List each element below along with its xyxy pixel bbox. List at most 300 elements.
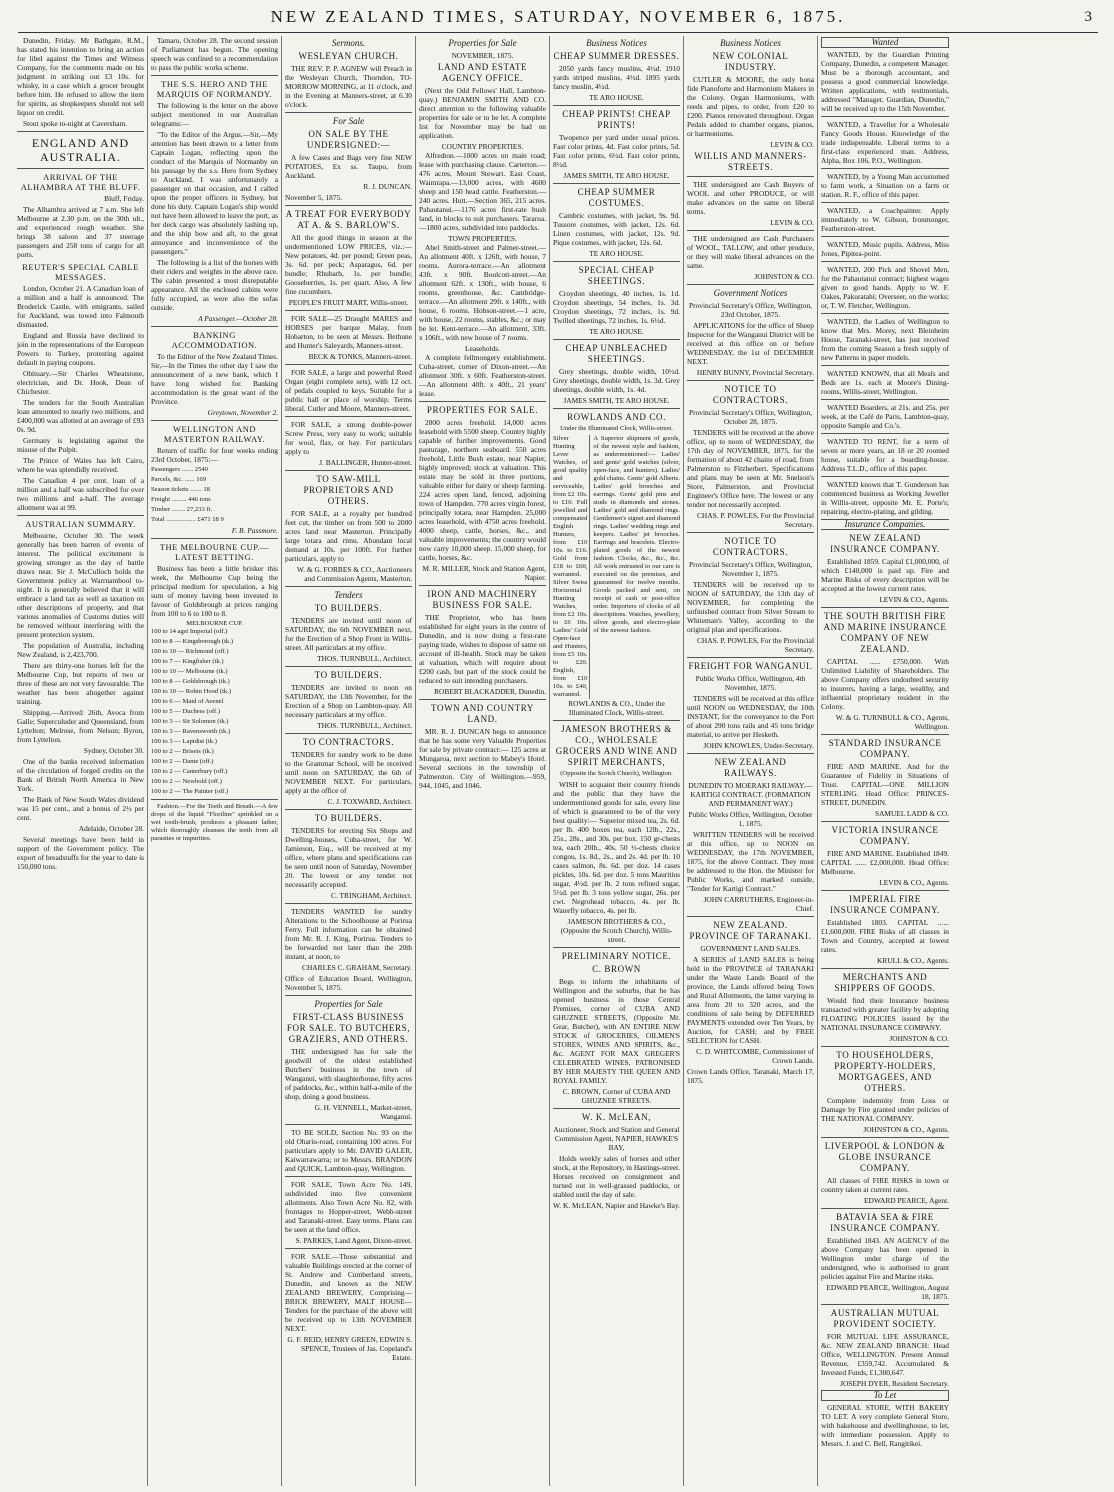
divider bbox=[821, 1046, 949, 1047]
divider bbox=[285, 112, 412, 113]
divider bbox=[285, 995, 412, 996]
divider bbox=[285, 416, 412, 417]
article-heading: REUTER'S SPECIAL CABLE MESSAGES. bbox=[22, 262, 139, 282]
ad-text: Established 1803. CAPITAL ...... £1,600,000. FIRE Risks of all classes in Town and Country, accepted at lowest rates. bbox=[821, 918, 949, 954]
traffic-row: Freight ......... 446 tons bbox=[151, 496, 211, 503]
article-text: There are thirty-one horses left for the Melbourne Cup, but reports of two or three of these are not very favourable. The weather has been altogether against training. bbox=[17, 661, 144, 706]
betting-line: 100 to 2 — The Painter (off.) bbox=[151, 788, 229, 795]
section-label: Tenders bbox=[334, 590, 363, 600]
section-label: Sermons. bbox=[331, 38, 366, 48]
betting-line: 100 to 2 — Newbold (off.) bbox=[151, 778, 222, 785]
ad-subheading: Provincial Secretary's Office, Wellington, October 28, 1875. bbox=[689, 408, 812, 426]
ad-heading: LAND AND ESTATE AGENCY OFFICE. bbox=[437, 62, 528, 83]
article-heading: AUSTRALIAN SUMMARY. bbox=[25, 519, 136, 529]
wanted-ad: WANTED, by a Young Man accustomed to farm work, a Situation on a farm or station. R. F., office of this paper. bbox=[821, 172, 949, 199]
divider bbox=[821, 116, 949, 117]
article-text: The Alhambra arrived at 7 a.m. She left Melbourne at 2.30 p.m. on the 30th ult., and experienced rough weather. She brings 38 saloon and 37 steerage passengers and 258 tons of cargo for all ports. bbox=[17, 205, 144, 259]
ad-text: All classes of FIRE RISKS in town or country taken at current rates. bbox=[821, 1176, 949, 1194]
ad-text: FOR SALE—25 Draught MARES and HORSES per barque Malay, from Hobarton, to be seen at Messrs. Bethune and Hunter's Saleyards, Manners-street. bbox=[285, 314, 412, 350]
divider bbox=[553, 720, 680, 721]
ad-heading: TO SAW-MILL PROPRIETORS AND OTHERS. bbox=[303, 474, 394, 506]
wanted-ad: WANTED KNOWN, that all Meals and Beds are 1s. each at Moore's Dining-rooms, Willis-street, Wellington. bbox=[821, 369, 949, 396]
divider bbox=[687, 657, 814, 658]
ad-signature: LEVIN & CO., Agents. bbox=[879, 878, 949, 887]
ad-text: THE Proprietor, who has been established for eight years in the centre of Dunedin, and is now doing a first-rate paying trade, wishes to dispose of same on account of ill-health. Stock may be taken at valuation, which will require about £200 cash, but part of the stock could be reduced to suit intending purchasers. bbox=[419, 613, 546, 685]
betting-line: 100 to 8 — Goldsbrough (tk.) bbox=[151, 678, 230, 685]
divider bbox=[553, 261, 680, 262]
divider bbox=[285, 470, 412, 471]
ad-signature: G. F. REID, HENRY GREEN, EDWIN S. SPENCE, Trustees of Jas. Copeland's Estate. bbox=[287, 1335, 412, 1362]
betting-line: 100 to 3 — Ravensworth (tk.) bbox=[151, 728, 231, 735]
divider bbox=[553, 408, 680, 409]
ad-heading: AUSTRALIAN MUTUAL PROVIDENT SOCIETY. bbox=[830, 1308, 940, 1329]
section-heading: ENGLAND AND AUSTRALIA. bbox=[31, 136, 130, 164]
section-label: Properties for Sale bbox=[448, 38, 517, 48]
ad-signature: JOHNSTON & CO. bbox=[754, 272, 814, 281]
divider bbox=[821, 1137, 949, 1138]
ad-text: A SERIES of LAND SALES is being held in the PROVINCE of TARANAKI under the Waste Lands Board of the province, the Lands offered being Town and Rural Allotments, the latter varying in area from 20 to 320 acres, and the conditions of sale being by DEFERRED PAYMENTS extended over Ten Years, by Auction, for CASH; and by FREE SELECTION for CASH. bbox=[687, 955, 814, 1045]
ad-text: GENERAL STORE, WITH BAKERY TO LET. A very complete General Store, with bakehouse and dwellinghouse, to let, with immediate possession. Apply to Messrs. J. and C. Bell, Rangitikei. bbox=[821, 1403, 949, 1448]
traffic-total: Total .................. £471 18 9 bbox=[151, 516, 224, 523]
ad-text: WISH to acquaint their country friends and the public that they have the undermentioned goods for sale, every line of which is guaranteed to be of the very best quality:— Superior mixed tea, 2s. 6d. per lb. 400 boxes tea, each 12lb., 22s., 25s., 28s., and 30s. per box. 150 gr-chests tea, each 20lb., 40s. 50 ½-chests choice congou, 1s. 8d., 2s., and 2s. 4d. per lb. 10 cases salmon, 8s. 6d. per doz. 14 cases pickles, 10s. 6d. per doz. 5 tons Mauritius sugar, 4½d. per lb. 2 tons refined sugar, 5½d. per lb. 3 tons yellow sugar, 26s. per cwt. Negrohead tobacco, 4s. per lb. Waterfly tobacco, 4s. per lb. bbox=[553, 780, 680, 915]
divider bbox=[821, 236, 949, 237]
ad-text: CAPITAL ...... £750,000. With Unlimited Liability of Shareholders. The above Company offers undoubted security to insurers, having a large, wealthy, and influential proprietary resident in the Colony. bbox=[821, 657, 949, 711]
section-label: Insurance Companies. bbox=[821, 519, 949, 530]
divider bbox=[285, 586, 412, 587]
watch-prices: Silver Hunting Lever Watches, of good quality and serviceable, from £2 10s. to £10. Full jewelled and compensated English Hunters, from £10 10s. to £16. Gold from £18 to £60, warranted. Silver Swiss Horizontal Hunting Watches, from £2 10s. to £6 10s. Ladies' Gold Open-face and Hunters, from £5 10s. to £20. English, from £10 10s. to £40, warranted. bbox=[553, 435, 590, 699]
ad-heading: STANDARD INSURANCE COMPANY. bbox=[828, 738, 942, 759]
ad-heading: NEW ZEALAND INSURANCE COMPANY. bbox=[830, 533, 940, 554]
ad-signature: EDWARD PEARCE, Wellington, August 18, 1875. bbox=[826, 1283, 949, 1301]
column-4 bbox=[416, 36, 550, 1486]
ad-heading: TO BUILDERS. bbox=[314, 670, 383, 680]
signature: A Passenger.—October 28. bbox=[198, 314, 278, 323]
ad-signature: W. & G. FORBES & CO., Auctioneers and Commission Agents, Masterton. bbox=[296, 565, 412, 583]
divider bbox=[151, 326, 278, 327]
article-text: The following is a list of the horses with their riders and weights in the above race. The cabin presented a most disreputable appearance. All the enclosed cabins were fully occupied, as were also the sofas outside. bbox=[151, 258, 278, 312]
wanted-ad: WANTED, a Coachpainter. Apply immediately to W. Gibson, Ironmonger, Featherston-street. bbox=[821, 206, 949, 233]
ad-heading: NEW COLONIAL INDUSTRY. bbox=[712, 51, 789, 72]
divider bbox=[151, 799, 278, 800]
wanted-ad: WANTED, a Traveller for a Wholesale Fancy Goods House. Knowledge of the trade indispensable. Liberal terms to a first-class experienced man. Address, Alpha, Box 106, P.O., Wellington. bbox=[821, 120, 949, 165]
betting-line: 100 to 3 — Sir Solomon (tk.) bbox=[151, 718, 229, 725]
divider bbox=[821, 261, 949, 262]
wanted-ad: WANTED known that T. Gunderson has commenced business as Working Jeweller in Willis-street, opposite Mr. E. Porte's; repairing, electro-plating, and gilding. bbox=[821, 480, 949, 516]
ad-signature: JAMES SMITH, TE ARO HOUSE. bbox=[563, 171, 670, 180]
ad-heading: TO BUILDERS. bbox=[314, 603, 383, 613]
ad-text: FOR SALE, at a royalty per hundred feet cut, the timber on from 500 to 2000 acres land near Masterton. Principally large totara and rimu. Abundant local demand at 10s. per 100ft. For further particulars, apply to bbox=[285, 509, 412, 563]
divider bbox=[285, 809, 412, 810]
ad-text: All the good things in season at the undermentioned LOW PRICES, viz.:— New potatoes, 4d. per pound; Green peas, 3s. 6d. per peck; Asparagus, 6d. per bundle; Rhubarb, 1s. per bundle; Gooseberries, 1s. per quart. Also, A few fine cucumbers. bbox=[285, 233, 412, 296]
article-heading: ARRIVAL OF THE ALHAMBRA AT THE BLUFF. bbox=[20, 172, 141, 192]
traffic-row: Season tickets ....... 18 bbox=[151, 486, 210, 493]
article-text: The Prince of Wales has left Cairo, where he was splendidly received. bbox=[17, 456, 144, 474]
divider bbox=[687, 176, 814, 177]
ad-subheading: DUNEDIN TO MOERAKI RAILWAY.—KARTIGI CONTRACT. (FORMATION AND PERMANENT WAY.) bbox=[688, 781, 813, 808]
column-6 bbox=[684, 36, 818, 1486]
ad-signature: TE ARO HOUSE. bbox=[589, 93, 644, 102]
ad-signature: W. K. McLEAN, Napier and Hawke's Bay. bbox=[553, 1201, 681, 1210]
section-label: For Sale bbox=[332, 116, 365, 126]
article-text: London, October 21. A Canadian loan of a million and a half is announced. The Broderick Castle, with emigrants, sailed for Auckland, was towed into Falmouth dismasted. bbox=[17, 284, 144, 329]
ad-text: WRITTEN TENDERS will be received at this office, up to NOON on WEDNESDAY, the 17th NOVEMBER, 1875, for the above Contract. They must be addressed to the Hon. the Minister for Public Works, and marked outside, "Tender for Kartigi Contract." bbox=[687, 830, 814, 893]
ad-text: Grey sheetings, double width, 10½d. Grey sheetings, double width, 1s. 3d. Grey sheetings, double width, 1s. 4d. bbox=[553, 367, 680, 394]
article-heading: WELLINGTON AND MASTERTON RAILWAY. bbox=[163, 424, 266, 444]
divider bbox=[553, 1108, 680, 1109]
ad-signature: CHARLES C. GRAHAM, Secretary. bbox=[302, 963, 412, 972]
ad-heading: WILLIS AND MANNERS-STREETS. bbox=[694, 151, 807, 172]
ad-heading: PROPERTIES FOR SALE. bbox=[426, 405, 539, 415]
column-7 bbox=[818, 36, 952, 1486]
cup-heading: MELBOURNE CUP. bbox=[186, 620, 243, 627]
section-label: To Let bbox=[821, 1390, 949, 1401]
article-text: The following is the letter on the above subject mentioned in our Australian telegrams:— bbox=[151, 101, 278, 128]
section-label: Business Notices bbox=[720, 38, 781, 48]
ad-subheading: Under the Illuminated Clock, Willis-street. bbox=[560, 425, 673, 432]
divider bbox=[821, 365, 949, 366]
jewellery-stock: A Superior shipment of goods, of the newest style and fashion, as undermentioned:— Ladies' and gents' gold watches (silver, open-face, and hunters). Ladies' gold chains. Gents' gold Alberts. Ladies' gold brooches and earrings. Gents' gold pins and studs in diamonds and stones. Ladies' gold and diamond rings. Gentlemen's signet and diamond rings. Ladies' wedding rings and keepers. Ladies' jet brooches. Earrings and bracelets. Electro-plated goods of the newest fashion. Clocks, &c., &c., &c. All work entrusted to our care is executed on the premises, and guaranteed for twelve months. Goods packed and sent, on receipt of cash or post-office order. Importers of clocks of all descriptions. Watches, jewellery, silver goods, and electro-plate of the newest fashion. bbox=[593, 435, 680, 634]
divider bbox=[821, 476, 949, 477]
wanted-ad: WANTED, the Ladies of Wellington to know that Mrs. Morey, next Bleinheim House, Taranaki-street, has just received from the coming Season a fresh supply of new Patterns in paper models. bbox=[821, 317, 949, 362]
ad-signature: CHAS. P. POWLES, For the Provincial Secretary. bbox=[696, 636, 814, 654]
signature: F. B. Passmore. bbox=[231, 526, 278, 535]
article-text: Several meetings have been held in support of the Government policy. The export of breadstuffs for the year to date is 150,000 tons. bbox=[17, 835, 144, 871]
article-text: Shipping.—Arrived: 26th, Avoca from Galle; Superculuder and Queensland, from Lyttelton; Melrose, from Nelson; Byron, from Lyttelton. bbox=[17, 708, 144, 744]
column-1 bbox=[14, 36, 148, 1486]
ad-text: Abel Smith-street and Palmer-street.—An allotment 40ft. x 126ft, with house, 7 rooms. Aurora-terrace.—An allotment 43ft. x 90ft. Boulcott-street.—An allotment 62ft. x 130ft., with house, 6 rooms, greenhouse, &c. Cambridge-terrace.—An allotment 29ft. x 140ft., with house, 6 rooms. Hobson-street.—1 acre, with house, 22 rooms, stables, &c.; or may be let. Kent-terrace.—An allotment, 33ft. x 106ft., with new house of 7 rooms. bbox=[419, 243, 546, 342]
ad-heading: NOTICE TO CONTRACTORS. bbox=[712, 536, 789, 557]
article-text: The Canadian 4 per cent. loan of a million and a half was subscribed for over two millions and a-half. The average allotment was at 99. bbox=[17, 476, 144, 512]
ad-heading: ROWLANDS AND CO. bbox=[567, 412, 666, 422]
ad-signature: S. PARKES, Land Agent, Dixon-street. bbox=[295, 1236, 412, 1245]
ad-subheading: TOWN PROPERTIES. bbox=[448, 234, 517, 243]
ad-signature: ROWLANDS & CO., Under the Illuminated Clock, Willis-street. bbox=[568, 699, 665, 717]
ad-text: FOR MUTUAL LIFE ASSURANCE, &c. NEW ZEALAND BRANCH: Head Office, WELLINGTON. Present Annual Revenue, £359,742. Accumulated & Invested Funds, £1,300,647. bbox=[821, 1332, 949, 1377]
divider bbox=[553, 947, 680, 948]
ad-heading: LIVERPOOL & LONDON & GLOBE INSURANCE COMPANY. bbox=[824, 1141, 946, 1173]
ad-heading: FREIGHT FOR WANGANUI. bbox=[688, 661, 813, 671]
divider bbox=[821, 1208, 949, 1209]
article-heading: THE MELBOURNE CUP.—LATEST BETTING. bbox=[159, 542, 270, 562]
divider bbox=[285, 666, 412, 667]
ad-subheading: COUNTRY PROPERTIES. bbox=[441, 142, 524, 151]
ad-heading: IMPERIAL FIRE INSURANCE COMPANY. bbox=[830, 894, 940, 915]
ad-subheading: Public Works Office, Wellington, 4th November, 1875. bbox=[695, 674, 806, 692]
ad-text: TENDERS will be received at this office until NOON on WEDNESDAY, the 10th INSTANT, for the conveyance to the Port of about 290 tons rails and 45 tons bridge material, to arrive per Hesketh. bbox=[687, 694, 814, 739]
divider bbox=[821, 1304, 949, 1305]
section-label: Properties for Sale bbox=[314, 999, 383, 1009]
ad-signature: JAMES SMITH, TE ARO HOUSE. bbox=[563, 396, 670, 405]
divider bbox=[553, 339, 680, 340]
ad-heading: A TREAT FOR EVERYBODY AT A. & S. BARLOW'S. bbox=[285, 209, 412, 230]
divider bbox=[821, 821, 949, 822]
section-label: Government Notices bbox=[713, 288, 788, 298]
ad-heading: NEW ZEALAND. PROVINCE OF TARANAKI. bbox=[689, 920, 812, 941]
ad-subheading: (Opposite the Scotch Church), Wellington. bbox=[560, 770, 673, 777]
ad-date: November 5, 1875. bbox=[285, 193, 343, 202]
ad-signature: JOHNSTON & CO., Agents. bbox=[863, 1125, 949, 1134]
ad-subheading: Auctioneer, Stock and Station and General Commission Agent, NAPIER, HAWKE'S BAY, bbox=[553, 1125, 680, 1152]
traffic-row: Timber ........ 27,233 ft. bbox=[151, 506, 213, 513]
ad-heading: FIRST-CLASS BUSINESS FOR SALE. TO BUTCHERS, GRAZIERS, AND OTHERS. bbox=[286, 1012, 411, 1044]
ad-heading: TOWN AND COUNTRY LAND. bbox=[431, 703, 534, 724]
ad-date: Public Works Office, Wellington, October 1, 1875. bbox=[688, 810, 813, 828]
ad-text: THE undersigned are Cash Purchasers of WOOL, TALLOW, and other produce, or they will make liberal advances on the same. bbox=[687, 234, 814, 270]
ad-subheading: GOVERNMENT LAND SALES. bbox=[700, 944, 801, 953]
divider bbox=[285, 733, 412, 734]
betting-line: 100 to 2 — Briseis (tk.) bbox=[151, 748, 214, 755]
divider bbox=[821, 202, 949, 203]
ad-heading: W. K. McLEAN, bbox=[581, 1112, 652, 1122]
ad-signature: JOSEPH DYER, Resident Secretary. bbox=[840, 1379, 949, 1388]
wanted-ad: WANTED, by the Guardian Printing Company, Dunedin, a competent Manager. Must be a thorough accountant, and possess a good commercial knowledge. Written applications, with testimonials, addressed "Manager, Guardian, Dunedin," will be received up to the 15th November. bbox=[821, 50, 949, 113]
ad-heading: VICTORIA INSURANCE COMPANY. bbox=[831, 825, 939, 846]
ad-text: A few Cases and Bags very fine NEW POTATOES, Ex ss. Taupo, from Auckland. bbox=[285, 153, 412, 180]
betting-line: 100 to 14 agst Imperial (off.) bbox=[151, 628, 228, 635]
ad-signature: ROBERT BLACKADDER, Dunedin. bbox=[434, 687, 546, 696]
ad-text: Alfredton.—1000 acres on main road; lease with purchasing clause. Carterton.—476 acres, Mount Stewart. East Coast, Waimrapa.—13,000 acres, with 4600 sheep and 150 head cattle. Featherston.—240 acres. Hutt.—Section 365, 215 acres. Pahautanui.—1176 acres first-rate bush land, in blocks to suit purchasers. Tararua.—1800 acres, subdivided into paddocks. bbox=[419, 151, 546, 232]
ad-text: A complete fellmongery establishment. Cuba-street, corner of Dixon-street.—An allotment 30ft. x 60ft. Featherston-street.—An allotment 40ft. x 40ft., 21 years' lease. bbox=[419, 353, 546, 398]
ad-signature: LEVIN & CO., Agents. bbox=[879, 595, 949, 604]
ad-text: TENDERS will be received at the above office, up to noon of WEDNESDAY, the 17th day of NOVEMBER, 1875, for the formation of about 42 chains of road, from Palmerston to Fitzherbert. Specifications and plans may be seen at Mr. Snelson's Store, Palmerston, and Provincial Engineer's Office here. The lowest or any tender not necessarily accepted. bbox=[687, 428, 814, 509]
masthead-title: NEW ZEALAND TIMES, SATURDAY, NOVEMBER 6, 1875. bbox=[270, 7, 846, 26]
ad-signature: G. H. VENNELL, Market-street, Wanganui. bbox=[314, 1103, 412, 1121]
article-text: Stout spoke to-night at Caversham. bbox=[23, 119, 128, 128]
ad-subheading: Provincial Secretary's Office, Wellington, November 1, 1875. bbox=[689, 560, 812, 578]
article-text: "To the Editor of the Argus.—Sir,—My attention has been drawn to a letter from Captain Logan, reflecting upon the conduct of the Marquis of Normanby on his passage by the s.s. Hero from Sydney to Auckland. I was unfortunately a passenger on that occasion, and I called upon the proper officers in Sydney, but done his duty. Captain Logan's ship would not have been allowed to leave the port, as her deck cargo was absolutely lashing up, and the ship bow and aft, to the great annoyance and inconvenience of the passengers." bbox=[151, 130, 278, 256]
article-heading: BANKING ACCOMMODATION. bbox=[171, 330, 258, 350]
ad-heading: WESLEYAN CHURCH. bbox=[298, 51, 399, 61]
ad-text: TENDERS will be received up to NOON of SATURDAY, the 13th day of NOVEMBER, for completing the unfinished contract from Silver Stream to Whiteman's Valley, according to the original plan and specifications. bbox=[687, 580, 814, 634]
ad-signature: JOHN CARRUTHERS, Engineer-in-Chief. bbox=[703, 895, 814, 913]
ad-signature: JAMESON BROTHERS & CO., (Opposite the Scotch Church), Willis-street. bbox=[560, 917, 673, 944]
divider bbox=[285, 1248, 412, 1249]
ad-text: Holds weekly sales of horses and other stock, at the Repository, in Hastings-street. Horses received on consignment and turned out in well-grassed paddocks, or stabled until the day of sale. bbox=[553, 1154, 680, 1199]
ad-signature: CHAS. P. POWLES, For the Provincial Secretary. bbox=[696, 511, 814, 529]
ad-text: TENDERS WANTED for sundry Alterations to the Schoolhouse at Porirua Ferry. Full information can be obtained from Mr. R. J. King, Porirua. Tenders to be forwarded not later than the 20th instant, at noon, to bbox=[285, 907, 412, 961]
ad-date: Office of Education Board, Wellington, November 5, 1875. bbox=[285, 974, 412, 992]
ad-heading: CHEAP SUMMER COSTUMES. bbox=[577, 187, 656, 208]
ad-signature: C. TRINGHAM, Architect. bbox=[331, 891, 412, 900]
divider bbox=[553, 105, 680, 106]
article-heading: THE S.S. HERO AND THE MARQUIS OF NORMANDY. bbox=[156, 79, 273, 99]
wanted-ad: WANTED Boarders, at 21s. and 25s. per week, at the Café de Paris, Lambton-quay, opposite Sample and Co.'s. bbox=[821, 403, 949, 430]
ad-signature: M. R. MILLER, Stock and Station Agent, Napier. bbox=[422, 564, 546, 582]
divider bbox=[553, 183, 680, 184]
article-text: To the Editor of the New Zealand Times. Sir,—In the Times the other day I saw the announcement of a new bank, which I have long wished for. Banking accommodation is the great want of the Province. bbox=[151, 352, 278, 406]
ad-heading: CHEAP UNBLEACHED SHEETINGS. bbox=[565, 343, 668, 364]
ad-text: THE REV. P. P. AGNEW will Preach in the Wesleyan Church, Thorndon, TO-MORROW MORNING, at 11 o'clock, and in the Evening at Manners-street, at 6.30 o'clock. bbox=[285, 64, 412, 109]
ad-text: CUTLER & MOORE, the only bona fide Pianoforte and Harmonium Makers in the Colony. Organ Harmoniums, with reeds and pipes, to order, from £20 to £200. Pianos renovated throughout. Organ Pedals added to chamber organs, pianos, or harmoniums. bbox=[687, 75, 814, 138]
article-text: The tenders for the South Australian loan amounted to nearly two millions, and £400,000 was allotted at an average of £93 0s. 9d. bbox=[17, 398, 144, 434]
ad-text: 2800 acres freehold. 14,000 acres leasehold with 5500 sheep. Country highly capable of further improvements. Good pasturage, northern seaboard. 550 acres freehold, Little Bush estate, near Napier, highly improved; stock at valuation. This estate may be sold in three portions, valuable either for dairy or sheep farming. 224 acres open land, fenced, adjoining town of Hampden. 770 acres virgin forest, principally totara, near Hampden. 25,000 acres leasehold, with 4750 acres freehold. 4000 sheep, cattle, horses, &c., and valuable improvements; the country would now carry 10,000 sheep. 15,000 sheep, for cattle, horses, &c. bbox=[419, 418, 546, 562]
ad-signature: JOHNSTON & CO. bbox=[889, 1034, 949, 1043]
article-text: Return of traffic for four weeks ending 23rd October, 1875:— bbox=[151, 446, 278, 464]
ad-signature: HENRY BUNNY, Provincial Secretary. bbox=[696, 368, 814, 377]
ad-signature: THOS. TURNBULL, Architect. bbox=[317, 721, 412, 730]
ad-text: MR. R. J. DUNCAN begs to announce that he has some very Valuable Properties for sale by private contract:— 125 acres at Mungaroa, next section to Mabey's Hotel. Several sections in the township of Palmerston. City of Wellington.—959, 944, 1045, and 1046. bbox=[419, 727, 546, 790]
ad-text: Twopence per yard under usual prices. Fast color prints, 4d. Fast color prints, 5d. Fast color prints, 6½d. Fast color prints, 8½d. bbox=[553, 133, 680, 169]
ad-heading: ON SALE BY THE UNDERSIGNED:— bbox=[306, 129, 391, 150]
ad-text: Established 1859. Capital £1,000,000, of which £140,000 is paid up. Fire and Marine Risks of every description will be accepted at the lowest current rates. bbox=[821, 557, 949, 593]
betting-line: 100 to 2 — Canterbury (off.) bbox=[151, 768, 228, 775]
wanted-ad: WANTED TO RENT, for a term of seven or more years, an 18 or 20 roomed house, suitable for a boarding-house. Address T.L.D., office of this paper. bbox=[821, 437, 949, 473]
divider bbox=[821, 313, 949, 314]
ad-signature: EDWARD PEARCE, Agent. bbox=[864, 1196, 949, 1205]
divider bbox=[687, 532, 814, 533]
ad-text: APPLICATIONS for the office of Sheep Inspector for the Wanganui District will be received at this office on or before WEDNESDAY, the 1st of DECEMBER NEXT. bbox=[687, 321, 814, 366]
ad-text: THE undersigned are Cash Buyers of WOOL and other PRODUCE, or will make advances on the same on liberal terms. bbox=[687, 180, 814, 216]
wanted-ad: WANTED, Music pupils. Address, Miss Jones, Pipitea-point. bbox=[821, 240, 949, 258]
ad-text: TENDERS are invited to noon on SATURDAY, the 13th November, for the Erection of a Shop on Lambton-quay. All necessary particulars at my office. bbox=[285, 683, 412, 719]
ad-signature: TE ARO HOUSE. bbox=[589, 327, 644, 336]
divider bbox=[821, 399, 949, 400]
divider bbox=[821, 168, 949, 169]
article-text: Germany is legislating against the misuse of the Pulpit. bbox=[17, 436, 144, 454]
ad-subheading: Leaseholds. bbox=[464, 344, 501, 353]
ad-date: NOVEMBER, 1875. bbox=[451, 51, 514, 60]
ad-heading: BATAVIA SEA & FIRE INSURANCE COMPANY. bbox=[830, 1212, 940, 1233]
article-text: Melbourne, October 30. The week generally has been barren of events of interest. The political excitement is growing stronger as the day of battle draws near. Sir J. McCulloch holds the Government policy at Warrnambool to-night. It is generally believed that it will embrace a land tax as well as taxation on other descriptions of property, and that various anomalies of Customs duties will be removed without interfering with the present protection system. bbox=[17, 531, 144, 639]
ad-heading: JAMESON BROTHERS & CO., WHOLESALE GROCERS AND WINE AND SPIRIT MERCHANTS, bbox=[555, 724, 678, 767]
section-label: Wanted bbox=[821, 37, 949, 48]
traffic-row: Parcels, &c. ...... 169 bbox=[151, 476, 207, 483]
ad-text: Begs to inform the inhabitants of Wellington and the suburbs, that he has opened business in those Central Premises, corner of CUBA AND GHUZNEE STREETS, (Opposite Mr. Gear, Butcher), with AN ENTIRE NEW STOCK of GROCERIES, OILMEN'S STORES, WINES AND SPIRITS, &c., &c. AGENT FOR MAX GREGER'S CELEBRATED WINES, PATRONISED BY HER MAJESTY THE QUEEN AND ROYAL FAMILY. bbox=[553, 977, 680, 1085]
ad-text: FOR SALE, Town Acre No. 149, subdivided into five convenient allotments. Also Town Acre No. 82, with frontages to Hopper-street, Webb-street and Taranaki-street. Easy terms. Plans can be seen at the land office. bbox=[285, 1180, 412, 1234]
ad-signature: JOHN KNOWLES, Under-Secretary. bbox=[703, 741, 814, 750]
betting-line: 100 to 10 — Robin Hood (tk.) bbox=[151, 688, 232, 695]
section-label: Business Notices bbox=[586, 38, 647, 48]
ad-signature: W. & G. TURNBULL & CO., Agents, Wellington. bbox=[835, 713, 949, 731]
divider bbox=[687, 916, 814, 917]
ad-heading: CHEAP PRINTS! CHEAP PRINTS! bbox=[562, 109, 671, 130]
betting-line: 100 to 10 — Richmond (off.) bbox=[151, 648, 229, 655]
ad-text: Croydon sheetings, 40 inches, 1s. 1d. Croydon sheetings, 54 inches, 1s. 3d. Croydon sheetings, 72 inches, 1s. 9d. Twilled sheetings, 72 inches, 1s. 6½d. bbox=[553, 289, 680, 325]
ad-heading: NEW ZEALAND RAILWAYS. bbox=[714, 757, 787, 778]
betting-line: 100 to 8 — Kingsborough (tk.) bbox=[151, 638, 234, 645]
divider bbox=[419, 401, 546, 402]
ad-text: Would find their Insurance business transacted with greater facility by adopting FLOATING POLICIES issued by the NATIONAL INSURANCE COMPANY. bbox=[821, 996, 949, 1032]
ad-subheading: Provincial Secretary's Office, Wellington, 23rd October, 1875. bbox=[689, 301, 812, 319]
divider bbox=[285, 903, 412, 904]
ad-text: TO BE SOLD, Section No. 93 on the old Ohariu-road, containing 100 acres. For particulars apply to Mr. DAVID GALER, Kaiwarrawarra; or to Messrs. BRANDON and QUICK, Lambton-quay, Wellington. bbox=[285, 1128, 412, 1173]
ad-signature: R. J. DUNCAN. bbox=[363, 182, 412, 191]
signature: Greytown, November 2. bbox=[207, 408, 278, 417]
ad-heading: TO BUILDERS. bbox=[314, 813, 383, 823]
ad-text: TENDERS for erecting Six Shops and Dwelling-houses, Cuba-street, for W. Jamieson, Esq., will be received at my office, where plans and specifications can be seen until noon of Saturday, November 20. The lowest or any tender not necessarily accepted. bbox=[285, 826, 412, 889]
ad-name: C. BROWN bbox=[592, 964, 641, 974]
ad-text: FIRE AND MARINE. Established 1849. CAPITAL ...... £2,000,000. Head Office: Melbourne. bbox=[821, 849, 949, 876]
ad-heading: PRELIMINARY NOTICE. bbox=[561, 951, 672, 961]
ad-heading: TO CONTRACTORS. bbox=[302, 737, 395, 747]
article-text: Business has been a little brisker this week, the Melbourne Cup being the principal medium for speculation, a big sum of money having been invested in favour of Goldsbrough at prices ranging from 100 to 6 to 100 to 8. bbox=[151, 564, 278, 618]
divider bbox=[821, 607, 949, 608]
ad-signature: KRULL & CO., Agents. bbox=[877, 956, 949, 965]
article-text: England and Russia have declined to join in the representations of the European Powers to Turkey, protesting against default in paying coupons. bbox=[17, 331, 144, 367]
divider bbox=[151, 538, 278, 539]
divider bbox=[17, 168, 144, 169]
ad-heading: THE SOUTH BRITISH FIRE AND MARINE INSURANCE COMPANY OF NEW ZEALAND. bbox=[823, 611, 947, 654]
divider bbox=[285, 310, 412, 311]
ad-text: FOR SALE, a strong double-power Screw Press, very easy to work; suitable for wool, flax, or hay. For particulars apply to bbox=[285, 420, 412, 456]
betting-line: 100 to 10 — Melbourne (tk.) bbox=[151, 668, 228, 675]
column-3 bbox=[282, 36, 416, 1486]
ad-signature: C. BROWN, Corner of CUBA AND GHUZNEE STREETS. bbox=[562, 1087, 671, 1105]
ad-date: Crown Lands Office, Taranaki, March 17, 1875. bbox=[687, 1067, 814, 1085]
article-text: Dunedin, Friday. Mr Bathgate, R.M., has stated his intention to bring an action for libel against the Times and Witness Company, for the comments made on his judgment in striking out £3 10s. for whisky, in a case which a grocer brought before him. He refused to allow the item for spirits, as shopkeepers should not sell liquor on credit. bbox=[17, 36, 144, 117]
ad-heading: SPECIAL CHEAP SHEETINGS. bbox=[578, 265, 655, 286]
dateline: Bluff, Friday. bbox=[104, 194, 144, 203]
divider bbox=[419, 585, 546, 586]
wanted-ad: WANTED, 200 Pick and Shovel Men, for the Pahautanui contract; highest wages given to good hands. Apply to W. F. Oakes, Pakuratahi; Overseer, on the works; or, T. W. Fletcher, Wellington. bbox=[821, 265, 949, 310]
article-text: The population of Australia, including New Zealand, is 2,423,700. bbox=[17, 641, 144, 659]
dateline: Adelaide, October 28. bbox=[78, 824, 144, 833]
ad-text: THE undersigned has for sale the goodwill of the oldest established Butchers' business in the town of Wanganui, with slaughterhouse, fifty acres of paddocks, &c., within half-a-mile of the shop, doing a good business. bbox=[285, 1047, 412, 1101]
ad-signature: TE ARO HOUSE. bbox=[589, 249, 644, 258]
divider bbox=[17, 131, 144, 132]
divider bbox=[285, 364, 412, 365]
ad-text: FIRE AND MARINE. And for the Guarantee of Fidelity in Situations of Trust. CAPITAL—ONE MILLION STERLING. Head Office: PRINCES-STREET, DUNEDIN. bbox=[821, 762, 949, 807]
betting-line: 100 to 7 — Kingfisher (tk.) bbox=[151, 658, 224, 665]
ad-signature: J. BALLINGER, Hunter-street. bbox=[319, 458, 412, 467]
ad-signature: PEOPLE'S FRUIT MART, Willis-street. bbox=[288, 298, 409, 307]
ad-text: (Next the Odd Fellows' Hall, Lambton-quay.) BENJAMIN SMITH AND CO. direct attention to the following valuable properties for sale or to be let. A complete list for November may be had on application. bbox=[419, 86, 546, 140]
ad-heading: IRON AND MACHINERY BUSINESS FOR SALE. bbox=[427, 589, 538, 610]
divider bbox=[151, 420, 278, 421]
ad-signature: BECK & TONKS, Manners-street. bbox=[308, 352, 412, 361]
betting-line: 100 to 6 — Maid of Avenel bbox=[151, 698, 224, 705]
ad-heading: NOTICE TO CONTRACTORS. bbox=[712, 384, 789, 405]
ad-heading: CHEAP SUMMER DRESSES. bbox=[553, 51, 680, 61]
ad-heading: TO HOUSEHOLDERS, PROPERTY-HOLDERS, MORTGAGEES, AND OTHERS. bbox=[834, 1050, 936, 1093]
divider bbox=[821, 968, 949, 969]
masthead bbox=[18, 2, 1098, 33]
ad-signature: SAMUEL LADD & CO. bbox=[874, 809, 949, 818]
ad-text: Cambric costumes, with jacket, 9s. 9d. Tussore costumes, with jacket, 12s. 6d. Linen costumes, with jacket, 12s. 9d. Pique costumes, with jacket, 12s. 6d. bbox=[553, 211, 680, 247]
divider bbox=[151, 75, 278, 76]
ad-signature: C. J. TOXWARD, Architect. bbox=[327, 797, 412, 806]
page-number: 3 bbox=[1084, 9, 1092, 25]
betting-line: 100 to 3 — Lapidist (tk.) bbox=[151, 738, 217, 745]
divider bbox=[821, 433, 949, 434]
ad-signature: C. D. WHITCOMBE, Commissioner of Crown Lands. bbox=[696, 1047, 814, 1065]
traffic-row: Passengers ....... 2540 bbox=[151, 466, 208, 473]
column-2 bbox=[148, 36, 282, 1486]
divider bbox=[687, 230, 814, 231]
newspaper-columns bbox=[14, 36, 1104, 1486]
betting-line: 100 to 5 — Duchess (off.) bbox=[151, 708, 221, 715]
advertorial-text: Fashion.—For the Teeth and Breath.—A few drops of the liquid "Floriline" sprinkled on a wet tooth-brush, produces a pleasant lather, which thoroughly cleanses the teeth from all parasites or impurities. bbox=[151, 803, 278, 842]
divider bbox=[687, 284, 814, 285]
ad-text: FOR SALE.—Those substantial and valuable Buildings erected at the corner of St. Andrew and Cumberland streets, Dunedin, and known as the NEW ZEALAND BREWERY, Comprising— BRICK BREWERY, MALT HOUSE— Tenders for the purchase of the above will be received up to 13th NOVEMBER NEXT. bbox=[285, 1252, 412, 1333]
watch-listing bbox=[553, 435, 680, 699]
divider bbox=[821, 890, 949, 891]
column-5 bbox=[550, 36, 684, 1486]
divider bbox=[821, 734, 949, 735]
ad-heading: MERCHANTS AND SHIPPERS OF GOODS. bbox=[834, 972, 936, 993]
article-text: The Bank of New South Wales dividend was 15 per cent., and a bonus of 2½ per cent. bbox=[17, 795, 144, 822]
betting-line: 100 to 2 — Dante (off.) bbox=[151, 758, 214, 765]
ad-signature: LEVIN & CO. bbox=[770, 140, 814, 149]
divider bbox=[285, 1124, 412, 1125]
divider bbox=[687, 380, 814, 381]
ad-text: TENDERS for sundry work to be done to the Grammar School, will be received until noon on SATURDAY, the 6th of NOVEMBER NEXT. For particulars, apply at the office of bbox=[285, 750, 412, 795]
article-text: Tamaru, October 28. The second session of Parliament has begun. The opening speech was confined to a recommendation to pass the public works scheme. bbox=[151, 36, 278, 72]
divider bbox=[687, 753, 814, 754]
ad-signature: LEVIN & CO. bbox=[770, 218, 814, 227]
ad-text: Complete indemnity from Loss or Damage by Fire granted under policies of THE NATIONAL COMPANY. bbox=[821, 1096, 949, 1123]
divider bbox=[419, 699, 546, 700]
